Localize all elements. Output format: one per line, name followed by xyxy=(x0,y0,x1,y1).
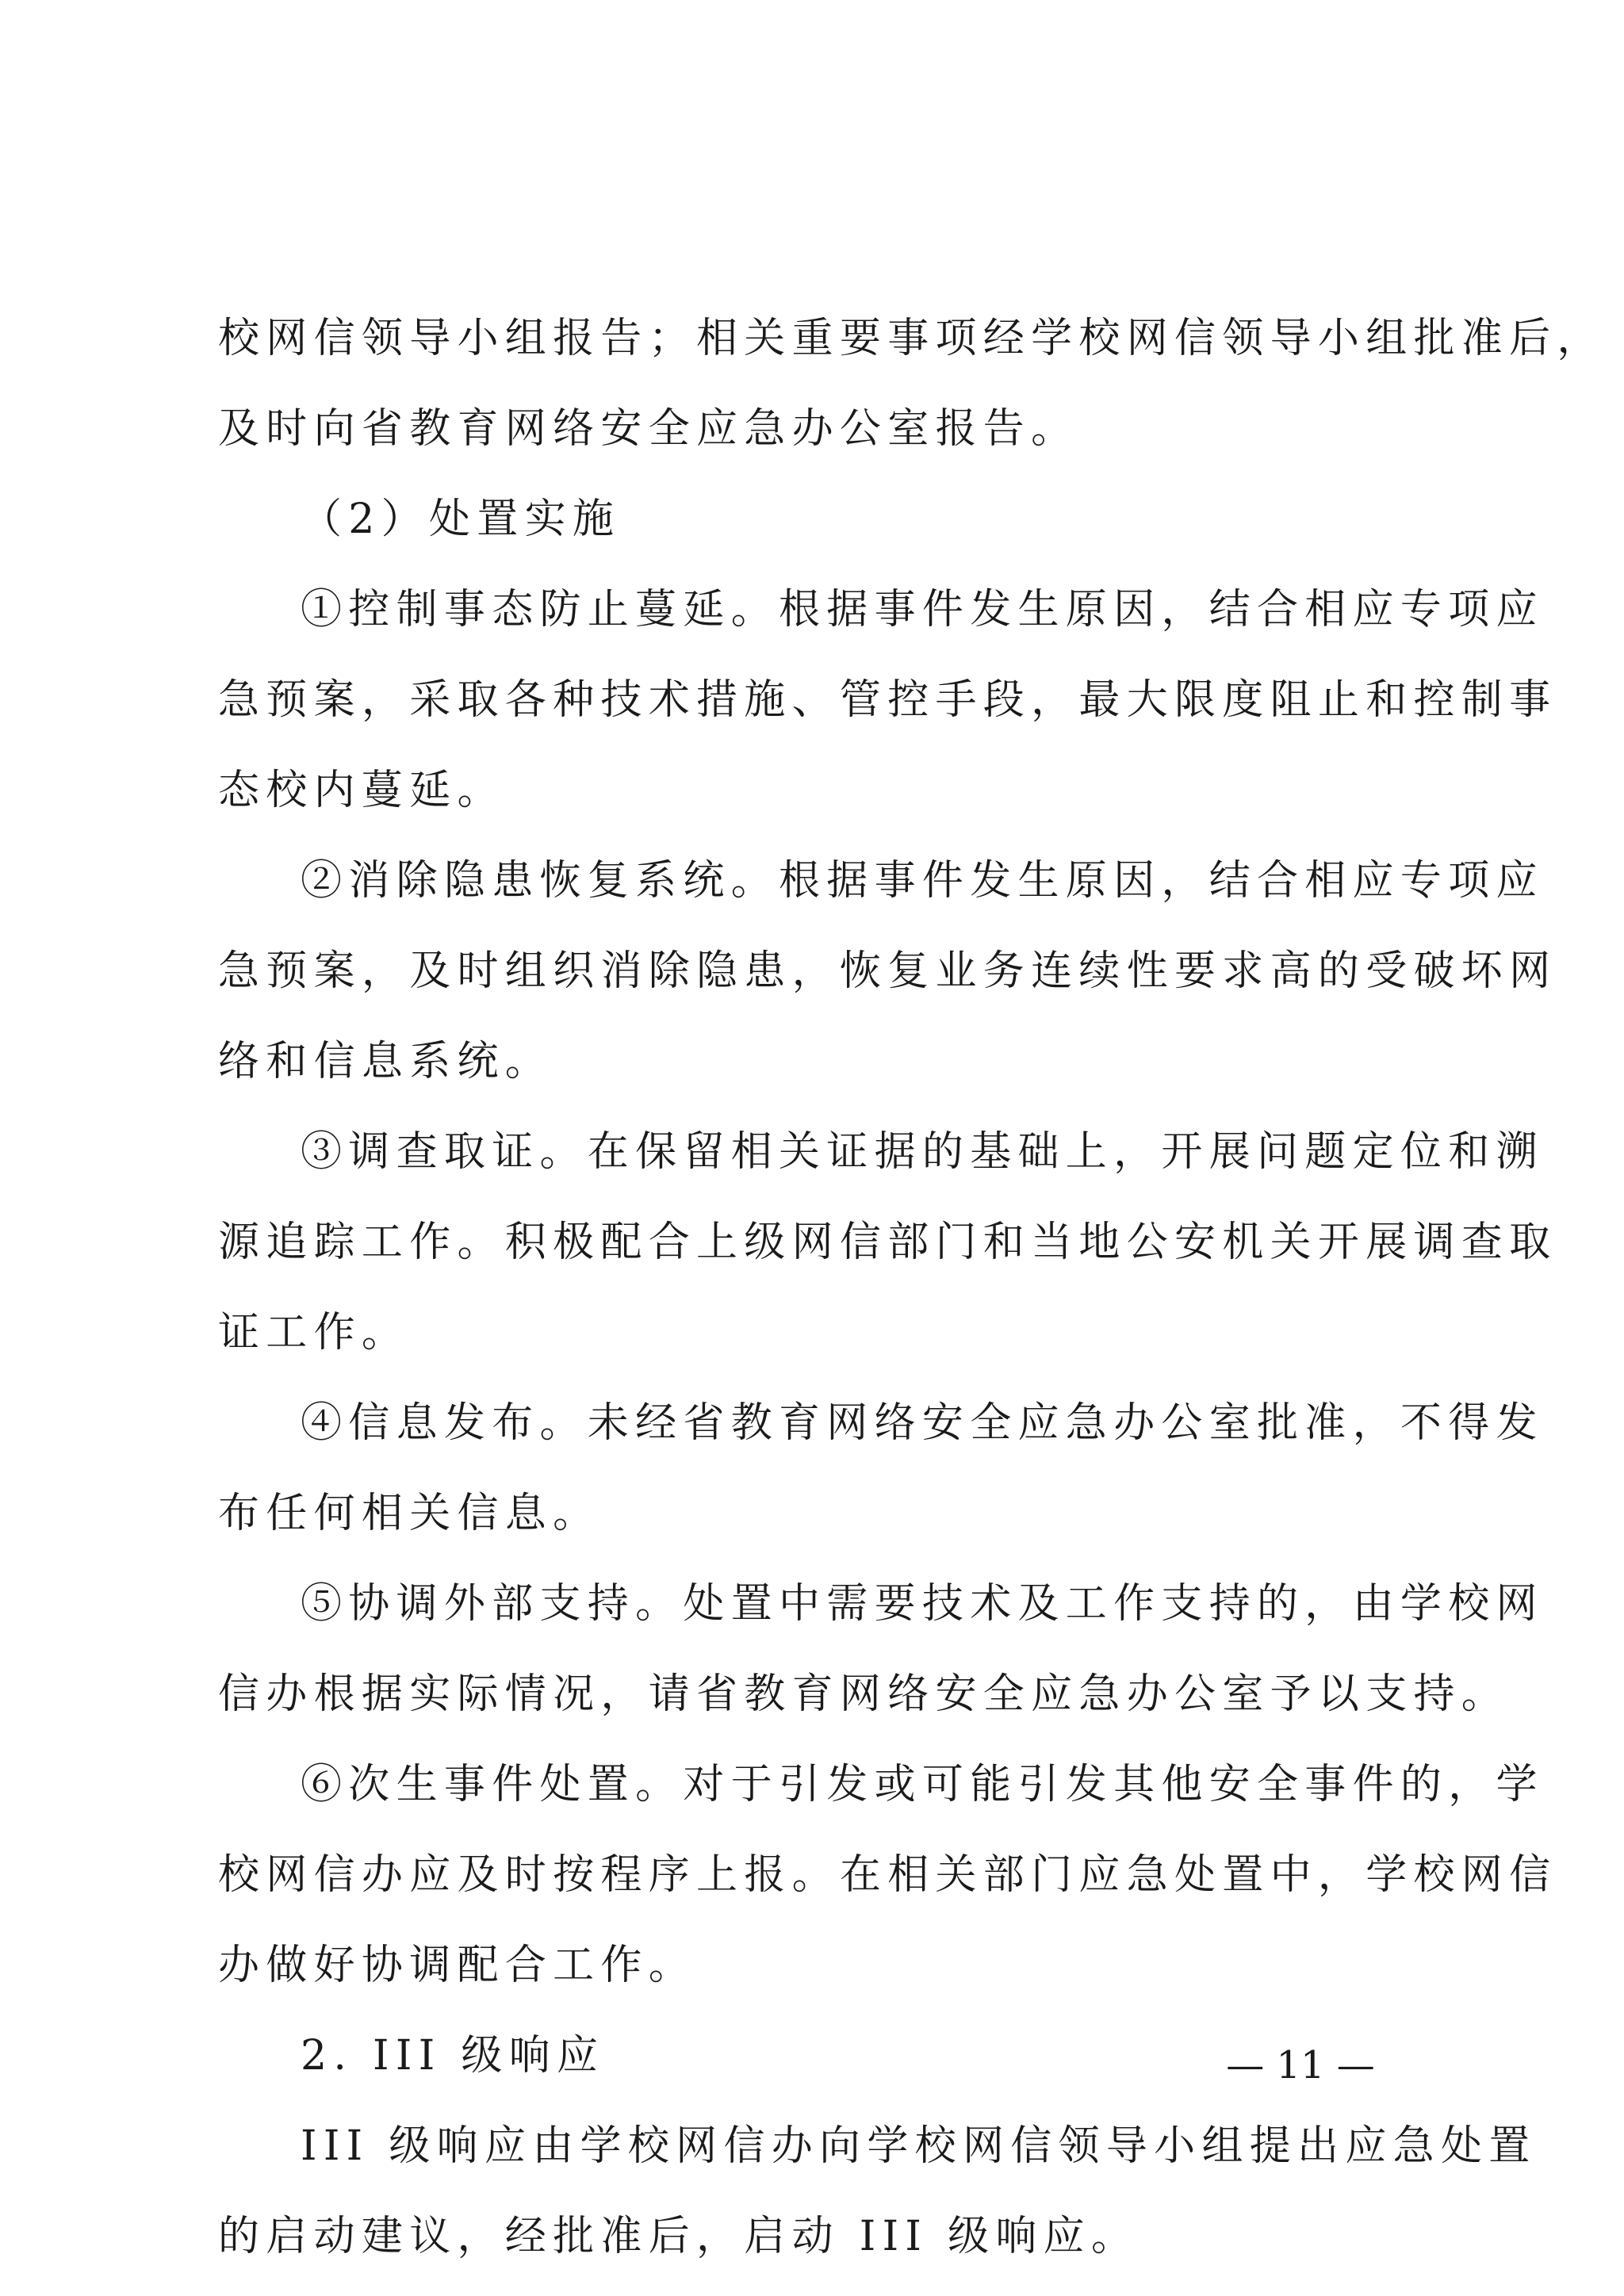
text-line: 信办根据实际情况，请省教育网络安全应急办公室予以支持。 xyxy=(218,1670,1510,1718)
text-line: ④信息发布。未经省教育网络安全应急办公室批准，不得发 xyxy=(301,1399,1544,1447)
text-line: 校网信办应及时按程序上报。在相关部门应急处置中，学校网信 xyxy=(218,1851,1557,1899)
text-line: 的启动建议，经批准后，启动 III 级响应。 xyxy=(218,2213,1139,2260)
text-line: 源追踪工作。积极配合上级网信部门和当地公安机关开展调查取 xyxy=(218,1219,1557,1266)
text-line: 络和信息系统。 xyxy=(218,1038,553,1085)
section-heading: （2）处置实施 xyxy=(301,496,621,543)
text-line: 急预案，及时组织消除隐患，恢复业务连续性要求高的受破坏网 xyxy=(218,947,1557,995)
text-line: ③调查取证。在保留相关证据的基础上，开展问题定位和溯 xyxy=(301,1128,1544,1176)
text-line: III 级响应由学校网信办向学校网信领导小组提出应急处置 xyxy=(301,2122,1537,2170)
text-line: 及时向省教育网络安全应急办公室报告。 xyxy=(218,405,1079,453)
section-heading: 2. III 级响应 xyxy=(301,2032,605,2080)
text-line: 态校内蔓延。 xyxy=(218,767,505,814)
text-line: 证工作。 xyxy=(218,1309,410,1357)
text-line: 急预案，采取各种技术措施、管控手段，最大限度阻止和控制事 xyxy=(218,676,1557,724)
body-text xyxy=(218,293,1605,2282)
page-number: — 11 — xyxy=(1226,2043,1375,2087)
text-line: 办做好协调配合工作。 xyxy=(218,1942,697,1989)
text-line: 布任何相关信息。 xyxy=(218,1490,601,1537)
text-line: ⑥次生事件处置。对于引发或可能引发其他安全事件的，学 xyxy=(301,1761,1544,1808)
text-line: 校网信领导小组报告；相关重要事项经学校网信领导小组批准后， xyxy=(218,315,1605,362)
text-line: ②消除隐患恢复系统。根据事件发生原因，结合相应专项应 xyxy=(301,857,1544,905)
text-line: ⑤协调外部支持。处置中需要技术及工作支持的，由学校网 xyxy=(301,1580,1544,1628)
text-line: ①控制事态防止蔓延。根据事件发生原因，结合相应专项应 xyxy=(301,586,1544,633)
